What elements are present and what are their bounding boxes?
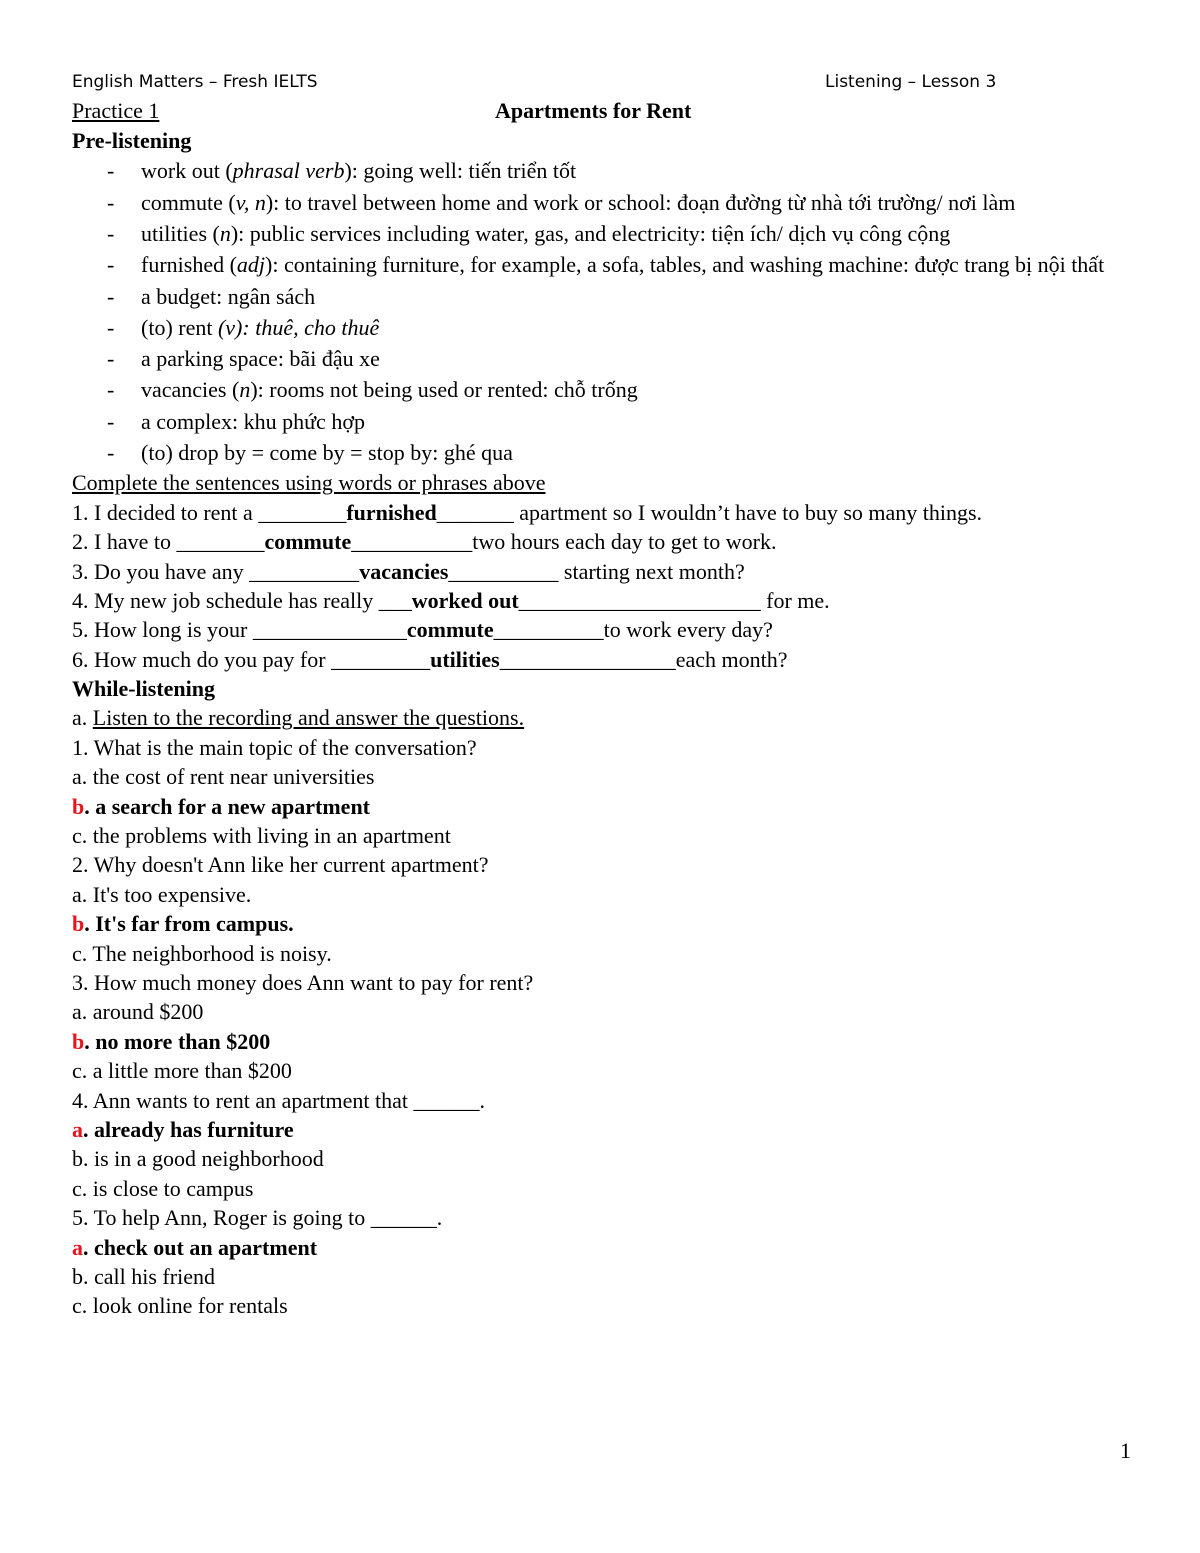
vocab-term: furnished ( — [141, 252, 237, 278]
dash-bullet: - — [107, 314, 115, 340]
dash-bullet: - — [107, 346, 115, 372]
option-text: . no more than $200 — [84, 1028, 271, 1054]
option-text: . the problems with living in an apartment — [81, 823, 451, 849]
title-row — [72, 96, 1132, 126]
vocab-item — [72, 406, 1132, 437]
vocab-term: (to) rent — [141, 314, 218, 340]
option-text: . The neighborhood is noisy. — [81, 940, 332, 966]
header-right: Listening – Lesson 3 — [825, 72, 997, 92]
instruction-prefix: a. — [72, 705, 93, 731]
vocab-pos: phrasal verb — [232, 158, 345, 184]
option-text: . the cost of rent near universities — [81, 764, 375, 790]
vocab-item — [72, 343, 1132, 374]
sentence-answer: worked out — [411, 587, 519, 613]
option-text: . a search for a new apartment — [84, 793, 371, 819]
sentence-line — [72, 557, 1132, 586]
option-letter: c — [72, 1293, 82, 1319]
question-text: 1. What is the main topic of the conversation? — [72, 734, 477, 760]
vocab-item — [72, 374, 1132, 405]
vocab-definition: ): public services including water, gas, and electricity: tiện ích/ dịch vụ công cộng — [230, 220, 951, 246]
answer-option — [72, 1174, 1132, 1203]
sentence-pre: 6. How much do you pay for _________ — [72, 646, 431, 672]
dash-bullet: - — [107, 158, 115, 184]
option-text: . look online for rentals — [81, 1293, 288, 1319]
dash-bullet: - — [107, 252, 115, 278]
sentence-line — [72, 645, 1132, 674]
option-letter: a — [72, 999, 82, 1025]
question-text: 4. Ann wants to rent an apartment that ______. — [72, 1087, 486, 1113]
sentence-post: __________ starting next month? — [448, 558, 745, 584]
sentence-line — [72, 615, 1132, 644]
sentence-pre: 2. I have to ________ — [72, 529, 265, 555]
option-letter: a — [72, 1116, 83, 1142]
header-left: English Matters – Fresh IELTS — [72, 72, 318, 92]
sentence-post: _______ apartment so I wouldn’t have to buy so many things. — [436, 499, 983, 525]
vocab-term: utilities ( — [141, 220, 220, 246]
option-text: . check out an apartment — [83, 1234, 318, 1260]
question-text: 2. Why doesn't Ann like her current apartment? — [72, 852, 489, 878]
answer-option — [72, 1115, 1132, 1144]
dash-bullet: - — [107, 220, 115, 246]
complete-sentences — [72, 498, 1132, 674]
vocab-pos: v, n — [235, 189, 266, 215]
option-letter: b — [72, 1146, 83, 1172]
document-body — [72, 96, 1132, 1321]
vocab-item — [72, 281, 1132, 312]
answer-option — [72, 1027, 1132, 1056]
vocab-pos: adj — [236, 252, 266, 278]
dash-bullet: - — [107, 377, 115, 403]
vocab-term: commute ( — [141, 189, 236, 215]
vocab-definition: ): going well: tiến triển tốt — [344, 158, 577, 184]
answer-option — [72, 792, 1132, 821]
vocab-term: a parking space: bãi đậu xe — [141, 346, 380, 372]
vocab-term: a complex: khu phức hợp — [141, 408, 365, 434]
page-title: Apartments for Rent — [495, 98, 692, 123]
sentence-line — [72, 498, 1132, 527]
option-letter: a — [72, 1234, 83, 1260]
vocabulary-list — [72, 155, 1132, 468]
vocab-item — [72, 218, 1132, 249]
sentence-post: ______________________ for me. — [518, 587, 830, 613]
sentence-answer: commute — [264, 529, 352, 555]
sentence-pre: 5. How long is your ______________ — [72, 617, 407, 643]
vocab-item — [72, 312, 1132, 343]
vocab-pos: n — [239, 377, 251, 403]
option-text: . a little more than $200 — [81, 1058, 292, 1084]
option-text: . is in a good neighborhood — [83, 1146, 324, 1172]
sentence-answer: commute — [406, 617, 494, 643]
answer-option — [72, 939, 1132, 968]
sentence-line — [72, 527, 1132, 556]
vocab-term: work out ( — [141, 158, 233, 184]
dash-bullet: - — [107, 189, 115, 215]
sentence-answer: vacancies — [359, 558, 449, 584]
option-letter: c — [72, 1175, 82, 1201]
option-letter: b — [72, 793, 85, 819]
listening-instruction — [72, 703, 1132, 732]
question-text: 3. How much money does Ann want to pay for rent? — [72, 970, 534, 995]
questions — [72, 733, 1132, 1321]
instruction-text: Listen to the recording and answer the questions. — [92, 705, 525, 731]
vocab-term: (to) drop by = come by = stop by: ghé qua — [141, 440, 513, 466]
vocab-definition: ): to travel between home and work or school: đoạn đường từ nhà tới trường/ nơi làm — [265, 189, 1016, 215]
sentence-pre: 3. Do you have any __________ — [72, 558, 360, 584]
page-number: 1 — [1120, 1438, 1131, 1463]
vocab-item — [72, 155, 1132, 186]
dash-bullet: - — [107, 283, 115, 309]
sentence-post: __________to work every day? — [493, 617, 773, 643]
sentence-pre: 1. I decided to rent a ________ — [72, 499, 347, 525]
option-letter: b — [72, 911, 85, 937]
answer-option — [72, 909, 1132, 938]
answer-option — [72, 1056, 1132, 1085]
option-text: . call his friend — [83, 1263, 215, 1289]
whilelistening-heading: While-listening — [72, 676, 216, 702]
option-text: . around $200 — [81, 999, 204, 1025]
sentence-post: ________________each month? — [499, 646, 788, 672]
option-letter: a — [72, 764, 82, 790]
vocab-item — [72, 187, 1132, 218]
option-letter: c — [72, 1058, 82, 1084]
option-text: . is close to campus — [81, 1175, 254, 1201]
vocab-definition: ): containing furniture, for example, a sofa, tables, and washing machine: được trang bị nội thất — [265, 252, 1105, 278]
option-letter: c — [72, 940, 82, 966]
question-text: 5. To help Ann, Roger is going to ______. — [72, 1205, 443, 1231]
complete-heading: Complete the sentences using words or phrases above — [72, 470, 546, 496]
practice-label: Practice 1 — [72, 98, 160, 123]
option-letter: c — [72, 823, 82, 849]
dash-bullet: - — [107, 408, 115, 434]
sentence-post: ___________two hours each day to get to work. — [351, 529, 777, 555]
vocab-item — [72, 249, 1132, 280]
option-letter: a — [72, 881, 82, 907]
answer-option — [72, 1144, 1132, 1173]
vocab-pos: n — [219, 220, 231, 246]
vocab-term: a budget: ngân sách — [141, 283, 316, 309]
sentence-line — [72, 586, 1132, 615]
prelistening-heading: Pre-listening — [72, 128, 192, 153]
option-text: . It's far from campus. — [84, 911, 294, 937]
option-letter: b — [72, 1028, 85, 1054]
answer-option — [72, 880, 1132, 909]
vocab-pos: (v): thuê, cho thuê — [217, 314, 380, 340]
sentence-answer: utilities — [430, 646, 500, 672]
option-text: . It's too expensive. — [81, 881, 252, 907]
answer-option — [72, 1262, 1132, 1291]
sentence-answer: furnished — [346, 499, 437, 525]
option-letter: b — [72, 1263, 83, 1289]
vocab-item — [72, 437, 1132, 468]
answer-option — [72, 997, 1132, 1026]
answer-option — [72, 1291, 1132, 1320]
dash-bullet: - — [107, 440, 115, 466]
option-text: . already has furniture — [83, 1116, 294, 1142]
vocab-term: vacancies ( — [141, 377, 240, 403]
answer-option — [72, 1233, 1132, 1262]
vocab-definition: ): rooms not being used or rented: chỗ trống — [250, 377, 638, 403]
sentence-pre: 4. My new job schedule has really ___ — [72, 587, 412, 613]
answer-option — [72, 821, 1132, 850]
answer-option — [72, 762, 1132, 791]
